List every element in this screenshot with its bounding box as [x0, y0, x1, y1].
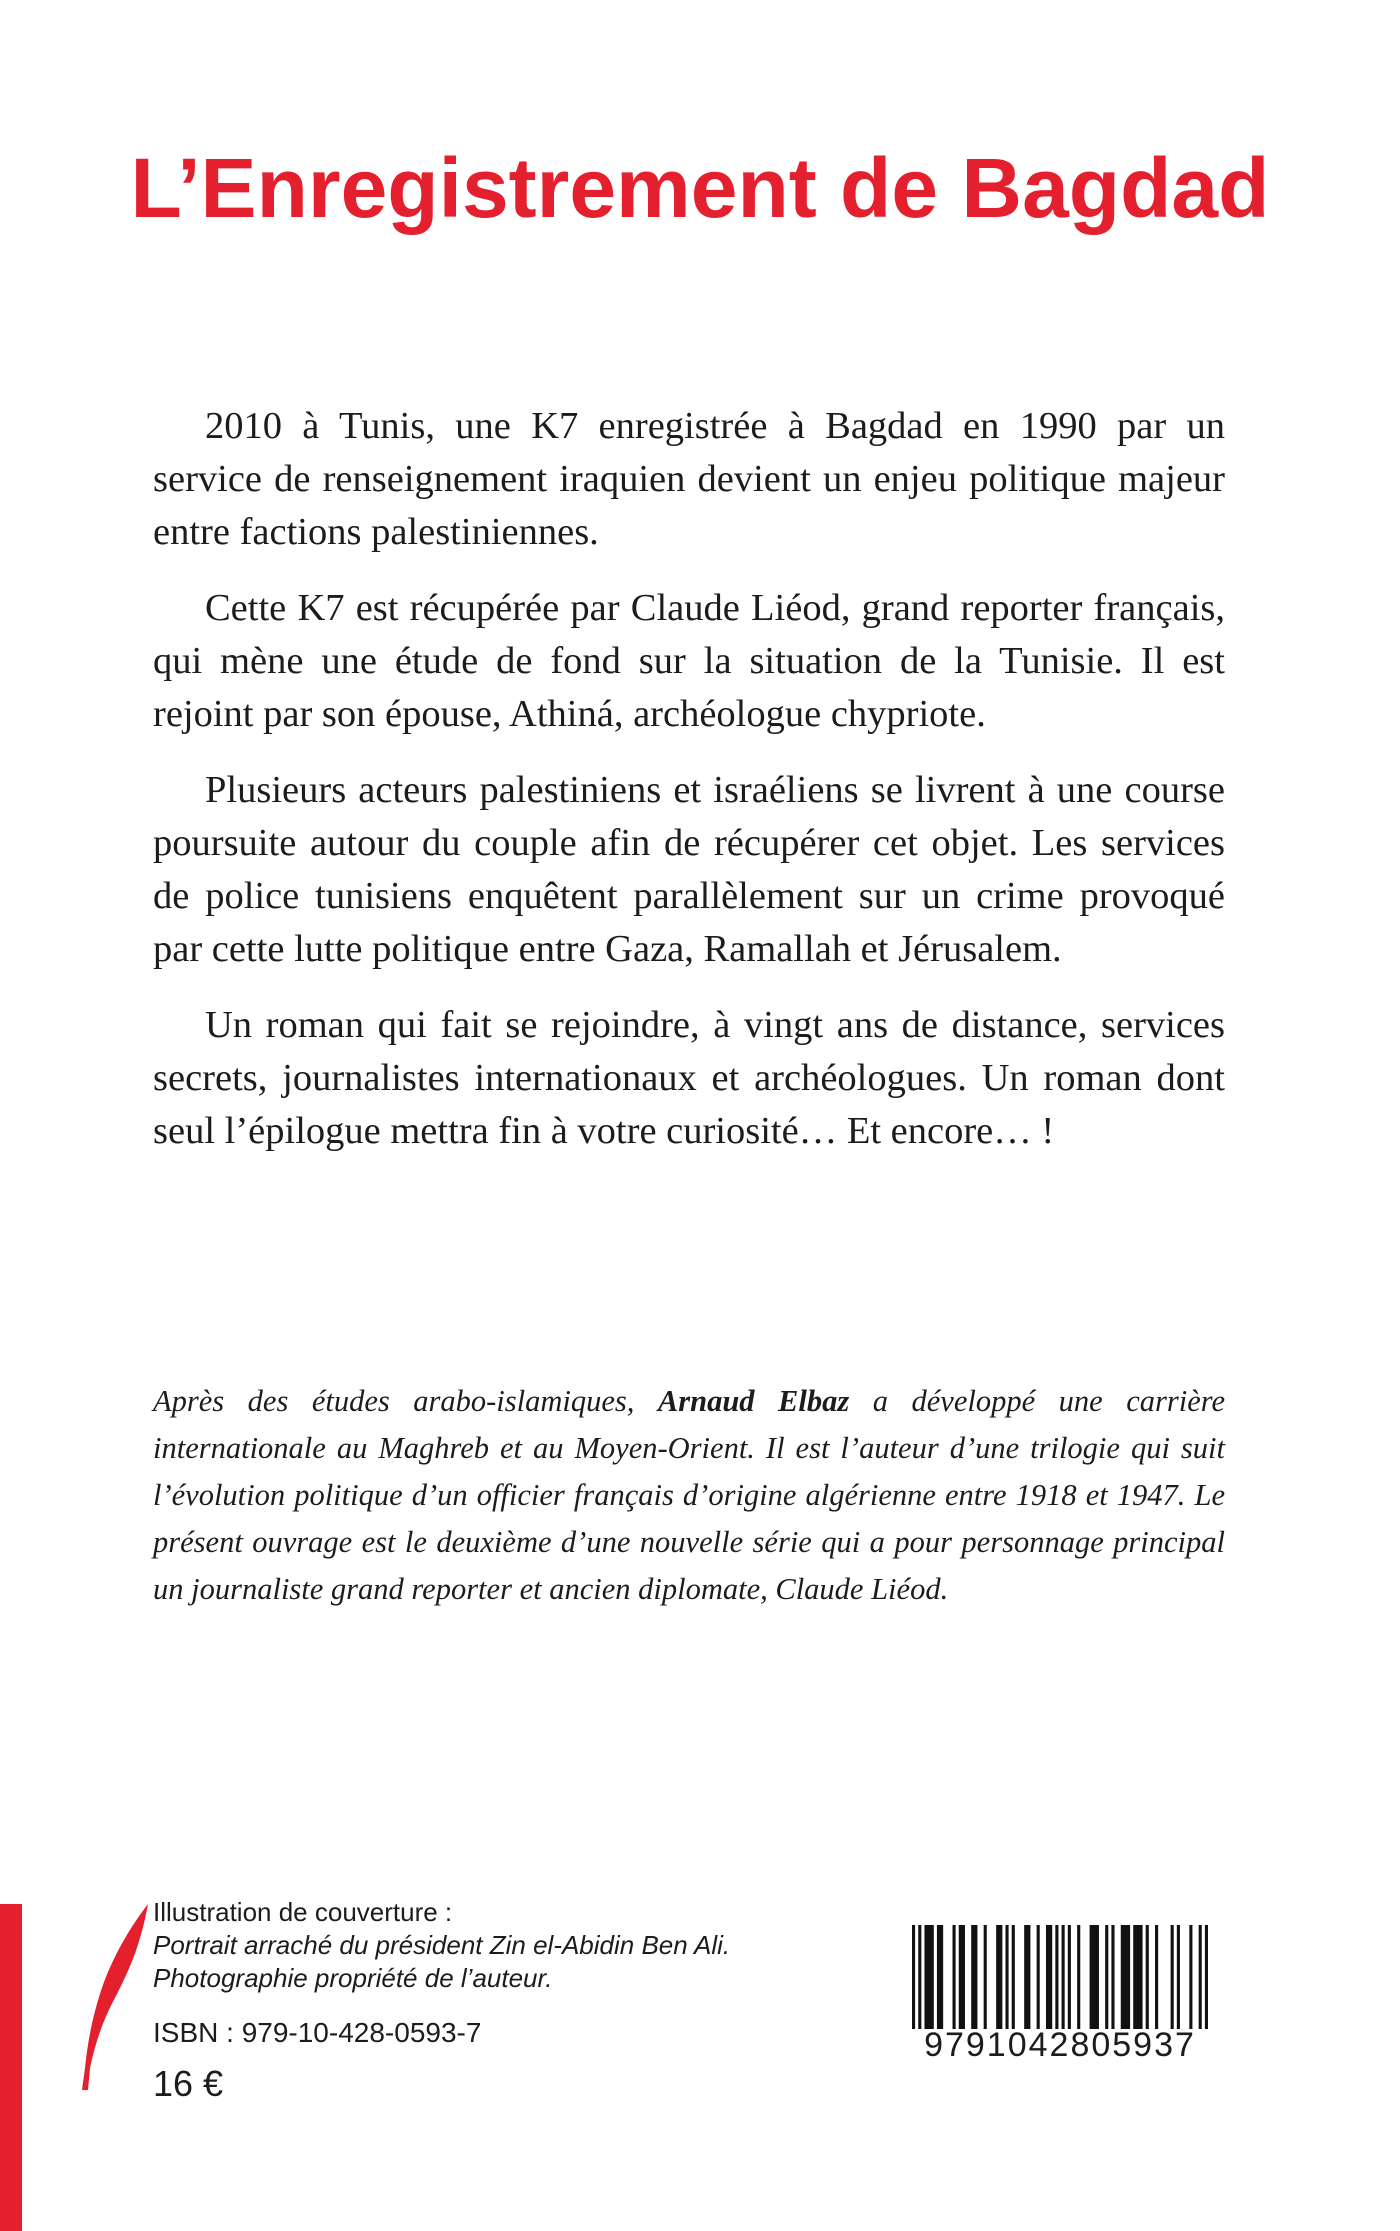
barcode-bar [1024, 1925, 1030, 2029]
barcode-bar [924, 1925, 933, 2029]
barcode-bar [1055, 1925, 1058, 2029]
barcode-bar [1205, 1925, 1208, 2029]
barcode-bar [1077, 1925, 1080, 2029]
bio-text: a développé une carrière internationale au Maghreb et au Moyen-Orient. Il est l’auteur d’une trilogie qui suit l’évolution politique d’un officier français d’origine algérienne entre 1918 et 1947. Le présent ouvrage est le deuxième d’une nouvelle série qui a pour personnage principal un journaliste grand reporter et ancien diplomate, Claude Liéod. [153, 1384, 1226, 1606]
barcode-icon [910, 1925, 1210, 2029]
barcode-bar [1090, 1925, 1099, 2029]
barcode-bar [1012, 1925, 1015, 2029]
barcode-bar [1146, 1925, 1149, 2029]
synopsis-paragraph: Plusieurs acteurs palestiniens et israéliens se livrent à une course poursuite autour du couple afin de récupérer cet objet. Les services de police tunisiens enquêtent parallèlement sur un crime provoqué par cette lutte politique entre Gaza, Ramallah et Jérusalem. [153, 769, 1225, 970]
barcode-bar [959, 1925, 965, 2029]
barcode-bar [1068, 1925, 1071, 2029]
barcode-bar [1171, 1925, 1174, 2029]
credits-line-2: Photographie propriété de l’auteur. [153, 1963, 553, 1993]
synopsis-paragraph: 2010 à Tunis, une K7 enregistrée à Bagdad en 1990 par un service de renseignement iraquien devient un enjeu politique majeur entre factions palestiniennes. [153, 405, 1225, 553]
bio-intro: Après des études arabo-islamiques, [153, 1384, 658, 1418]
red-side-bar [0, 1904, 22, 2231]
cover-credits [153, 1896, 913, 1995]
barcode-bar [1121, 1925, 1130, 2029]
author-name: Arnaud Elbaz [657, 1384, 850, 1418]
barcode-bar [1037, 1925, 1040, 2029]
barcode-bar [912, 1925, 915, 2029]
barcode-bar [1189, 1925, 1192, 2029]
credits-label: Illustration de couverture : [153, 1897, 453, 1927]
barcode-bar [918, 1925, 921, 2029]
barcode-bar [1199, 1925, 1202, 2029]
credits-line-1: Portrait arraché du président Zin el-Abidin Ben Ali. [153, 1930, 731, 1960]
isbn: ISBN : 979-10-428-0593-7 [153, 2017, 482, 2048]
barcode-bar [971, 1925, 977, 2029]
barcode-bar [1005, 1925, 1008, 2029]
book-title: L’Enregistrement de Bagdad [130, 141, 1270, 235]
barcode-bar [1111, 1925, 1114, 2029]
barcode-bar [984, 1925, 987, 2029]
barcode-bar [937, 1925, 943, 2029]
red-feather-icon [82, 1900, 152, 2090]
barcode-bar [1133, 1925, 1142, 2029]
barcode-bar [1062, 1925, 1065, 2029]
barcode-bar [996, 1925, 1002, 2029]
synopsis [153, 400, 1225, 1181]
synopsis-paragraph: Cette K7 est récupérée par Claude Liéod, grand reporter français, qui mène une étude de fond sur la situation de la Tunisie. Il est rejoint par son épouse, Athiná, archéologue chypriote. [153, 587, 1225, 735]
barcode-bar [1105, 1925, 1108, 2029]
price: 16 € [153, 2063, 224, 2104]
barcode-digits: 9791042805937 [924, 2026, 1196, 2064]
author-bio [153, 1378, 1225, 1613]
barcode-bar [953, 1925, 956, 2029]
barcode-bar [1177, 1925, 1180, 2029]
barcode-bar [1046, 1925, 1052, 2029]
synopsis-paragraph: Un roman qui fait se rejoindre, à vingt ans de distance, services secrets, journalistes internationaux et archéologues. Un roman dont seul l’épilogue mettra fin à votre curiosité… Et encore… ! [153, 1004, 1225, 1152]
barcode-bar [1155, 1925, 1158, 2029]
barcode [910, 1925, 1210, 2075]
